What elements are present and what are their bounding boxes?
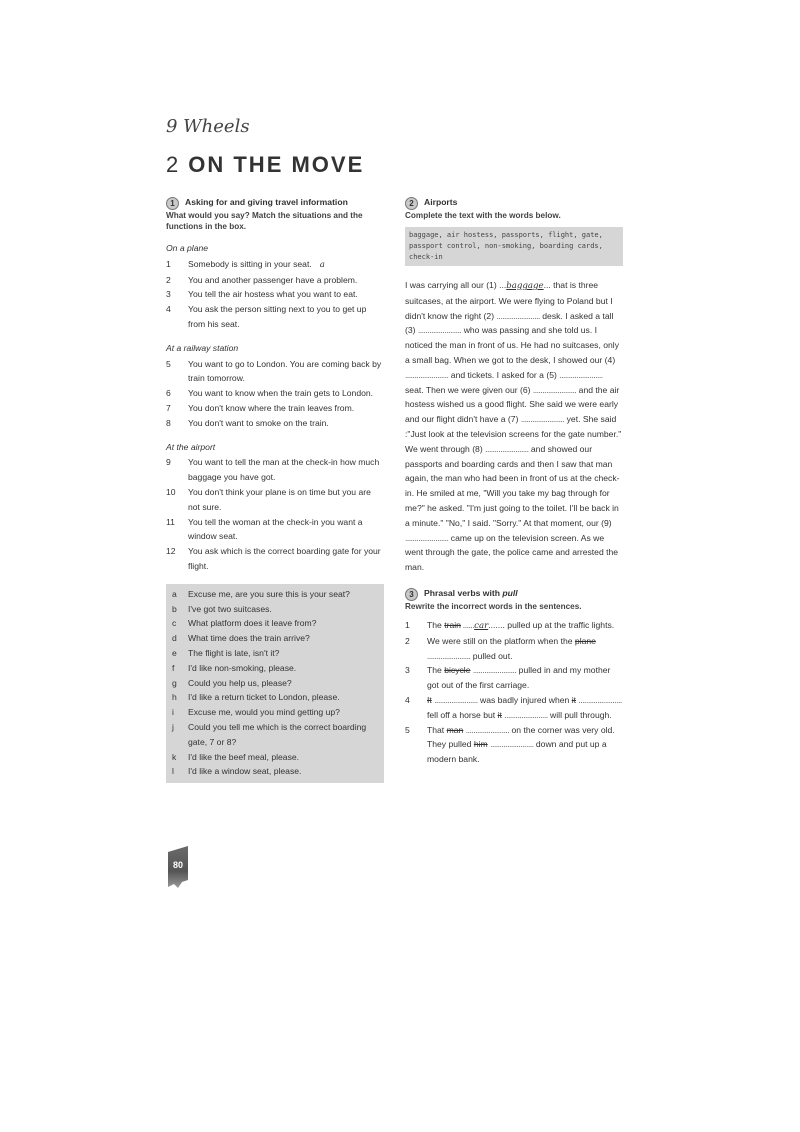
section-title xyxy=(166,152,364,178)
situation-item: 6 You want to know when the train gets to London. xyxy=(166,388,374,399)
function-item: d What time does the train arrive? xyxy=(172,633,310,644)
exercise-title: Phrasal verbs with pull xyxy=(424,587,518,598)
section-heading: On a plane xyxy=(166,243,209,253)
exercise-number-badge: 1 xyxy=(166,197,179,210)
situation-item: 4 You ask the person sitting next to you to get up from his seat. xyxy=(166,304,367,329)
section-title-text: ON THE MOVE xyxy=(188,152,365,177)
function-item: h I'd like a return ticket to London, please. xyxy=(172,692,340,703)
situation-item: 1 Somebody is sitting in your seat. a xyxy=(166,258,325,270)
blank-line: ....................... xyxy=(434,694,478,705)
handwritten-answer: car xyxy=(474,620,489,631)
blank-line: ....................... xyxy=(485,443,529,454)
situation-item: 3 You tell the air hostess what you want to eat. xyxy=(166,289,358,300)
exercise-1 xyxy=(166,196,384,783)
function-item: e The flight is late, isn't it? xyxy=(172,647,280,658)
exercise-3-header xyxy=(405,587,623,601)
situation-item: 11 You tell the woman at the check-in you want a window seat. xyxy=(166,516,363,542)
exercise-number-badge: 3 xyxy=(405,588,418,601)
page-number: 80 xyxy=(172,860,184,870)
situation-item: 5 You want to go to London. You are coming back by train tomorrow. xyxy=(166,358,382,384)
situation-list xyxy=(166,257,384,332)
function-item: b I've got two suitcases. xyxy=(172,603,272,614)
situation-item: 12 You ask which is the correct boarding gate for your flight. xyxy=(166,546,381,571)
unit-title: 9 Wheels xyxy=(166,116,250,137)
blank-line: ....................... xyxy=(472,665,517,676)
exercise-number-badge: 2 xyxy=(405,197,418,210)
situation-item: 8 You don't want to smoke on the train. xyxy=(166,417,329,428)
sentence-item: 1 The train ......car....... pulled up at the traffic lights. xyxy=(405,619,615,631)
functions-box xyxy=(166,584,384,783)
section-heading: At a railway station xyxy=(166,342,239,353)
blank-line: ....................... xyxy=(532,384,577,395)
blank-line: ....................... xyxy=(405,532,449,543)
function-item: g Could you help us, please? xyxy=(172,677,292,688)
word-box: baggage, air hostess, passports, flight, gate, passport control, non-smoking, boarding cards, check-in xyxy=(405,227,623,266)
handwritten-answer: baggage xyxy=(506,281,544,291)
function-item: j Could you tell me which is the correct boarding gate, 7 or 8? xyxy=(172,721,367,747)
blank-line: ....................... xyxy=(504,709,548,720)
exercise-title: Airports xyxy=(424,197,458,207)
function-item: a Excuse me, are you sure this is your seat? xyxy=(172,588,350,599)
situation-item: 2 You and another passenger have a problem. xyxy=(166,274,358,285)
function-item: k I'd like the beef meal, please. xyxy=(172,751,300,762)
sentence-list xyxy=(405,618,623,767)
exercise-title: Asking for and giving travel information xyxy=(185,197,348,207)
blank-line: ....................... xyxy=(405,369,449,380)
situation-list xyxy=(166,455,384,573)
blank-line: ....................... xyxy=(578,694,622,705)
sentence-item: 2 We were still on the platform when the plane ....................... pulled out. xyxy=(405,635,596,661)
situation-item: 7 You don't know where the train leaves from. xyxy=(166,402,355,413)
section-heading: At the airport xyxy=(166,441,216,452)
situation-item: 10 You don't think your plane is on time but you are not sure. xyxy=(166,486,371,512)
situation-item: 9 You want to tell the man at the check-in how much baggage you have got. xyxy=(166,457,380,483)
blank-line: ....................... xyxy=(465,724,510,735)
blank-line: ....................... xyxy=(520,414,565,425)
functions-list xyxy=(172,587,378,779)
function-item: i Excuse me, would you mind getting up? xyxy=(172,707,340,718)
sentence-item: 4 It ....................... was badly injured when it ....................... fell off a horse but it ....................... will pull through. xyxy=(405,694,622,720)
section-number: 2 xyxy=(166,152,181,177)
exercise-instruction: Rewrite the incorrect words in the sentences. xyxy=(405,601,582,611)
exercise-2-header xyxy=(405,196,623,210)
exercise-3 xyxy=(405,587,623,767)
exercise-instruction: Complete the text with the words below. xyxy=(405,211,561,220)
blank-line: ....................... xyxy=(496,310,540,321)
blank-line: ....................... xyxy=(427,650,471,661)
page-number-tab xyxy=(166,846,190,888)
page-tab-shape xyxy=(166,846,190,888)
gap-fill-text: I was carrying all our (1) ...baggage... that is three suitcases, at the airport. We were flying to Poland but I didn't know the right (2) ....................... desk. I asked a tall (3) ....................... who was passing and she told us. I noticed the man in front of us. He had no suitcases, only a small bag. When we got to the desk, I showed our (4) ....................... and tickets. I asked for a (5) ....................... seat. Then we were given our (6) ....................... and the air hostess wished us a good flight. She said we were early and our flight didn't have a (7) ....................... yet. She said :"Just look at the television screens for the gate number." We went through (8) ....................... and showed our passports and boarding cards and then I saw that man again, the man who had been in front of us at the check-in. He smiled at me, "Will you take my bag through for me?" he asked. "I'm just going to the toilet. I'll be back in a minute." "No," I said. "Sorry." At that moment, our (9) ....................... came up on the television screen. As we went through the gate, the police came and arrested the man. xyxy=(405,280,622,573)
blank-line: ....................... xyxy=(490,739,534,750)
sentence-item: 3 The bicycle ....................... pulled in and my mother got out of the first carriage. xyxy=(405,665,611,691)
function-item: c What platform does it leave from? xyxy=(172,618,317,629)
function-item: l I'd like a window seat, please. xyxy=(172,766,302,777)
exercise-2 xyxy=(405,196,623,575)
function-item: f I'd like non-smoking, please. xyxy=(172,662,297,673)
blank-line: ....................... xyxy=(559,369,603,380)
exercise-instruction: What would you say? Match the situations and the functions in the box. xyxy=(166,211,363,231)
situation-list xyxy=(166,357,384,431)
right-column xyxy=(405,196,623,767)
handwritten-answer: a xyxy=(319,259,325,270)
sentence-item: 5 That man ....................... on the corner was very old. They pulled him ....................... down and put up a modern bank. xyxy=(405,724,615,765)
exercise-1-header xyxy=(166,196,384,210)
blank-line: ....................... xyxy=(417,325,462,336)
